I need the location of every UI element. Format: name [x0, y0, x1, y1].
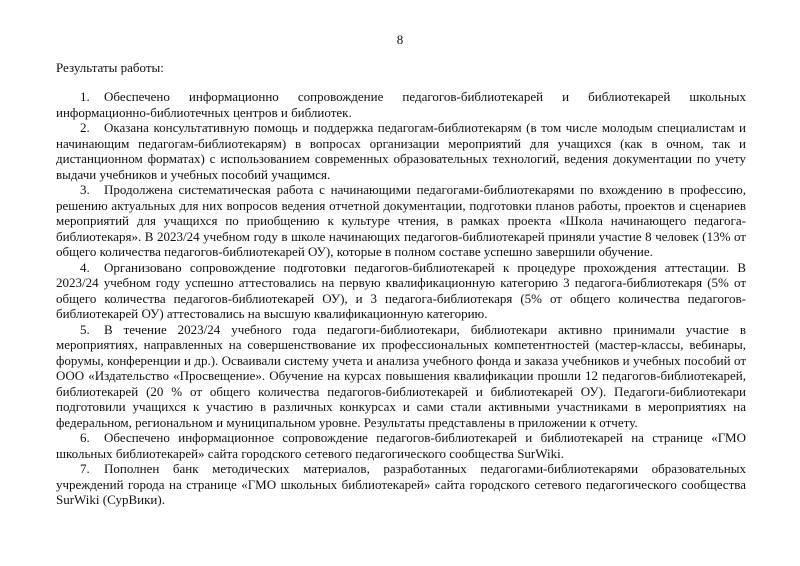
item-text: Обеспечено информационно сопровождение педагогов-библиотекарей и библиотекарей школьных информационно-библиотечных центров и библиотек. [56, 89, 746, 120]
item-text: Оказана консультативную помощь и поддержка педагогам-библиотекарям (в том числе молодым специалистам и начинающим педагогам-библиотекарям) в вопросах организации мероприятий для учащихся (как в очном, так и дистанционном форматах) с использованием современных образовательных технологий, ведения документации по учету выдачи учебников и учебных пособий учащимся. [56, 120, 746, 182]
item-text: Организовано сопровождение подготовки педагогов-библиотекарей к процедуре прохождения аттестации. В 2023/24 учебном году успешно аттестовались на первую квалификационную категорию 3 педагога-библиотекаря (5% от общего количества педагогов-библиотекарей ОУ), и 3 педагога-библиотекаря (5% от общего количества педагогов-библиотекарей ОУ) аттестовались на высшую квалификационную категорию. [56, 259, 746, 321]
item-text: Пополнен банк методических материалов, разработанных педагогами-библиотекарями образовательных учреждений города на странице «ГМО школьных библиотекарей» сайта городского сетевого педагогического сообщества SurWiki (СурВики). [56, 461, 746, 507]
item-number: 2. [80, 120, 90, 135]
item-number: 3. [80, 182, 90, 197]
list-item [56, 260, 746, 322]
list-item [56, 461, 746, 508]
page-number: 8 [396, 32, 404, 47]
item-number: 5. [80, 321, 90, 337]
item-number: 7. [80, 461, 90, 476]
item-text: Обеспечено информационное сопровождение педагогов-библиотекарей и библиотекарей на странице «ГМО школьных библиотекарей» сайта городского сетевого педагогического сообщества SurWiki. [56, 430, 746, 461]
item-text: Продолжена систематическая работа с начинающими педагогами-библиотекарями по вхождению в профессию, решению актуальных для них вопросов ведения отчетной документации, подготовки планов работы, проектов и сценариев мероприятий для учащихся по приобщению к культуре чтения, в рамках проекта «Школа начинающего педагога-библиотекаря». В 2023/24 учебном году в школе начинающих педагогов-библиотекарей приняли участие 8 человек (13% от общего количества педагогов-библиотекарей ОУ), которые в полном составе успешно завершили обучение. [56, 182, 746, 259]
list-item [56, 322, 746, 431]
item-number: 4. [80, 259, 90, 275]
list-item [56, 430, 746, 461]
results-list [56, 89, 746, 508]
item-text: В течение 2023/24 учебного года педагоги-библиотекари, библиотекари активно принимали участие в мероприятиях, направленных на совершенствование их профессиональных компетентностей (мастер-классы, вебинары, форумы, конференции и др.). Осваивали систему учета и анализа учебного фонда и заказа учебников и учебных пособий от ООО «Издательство «Просвещение». Обучение на курсах повышения квалификации прошли 12 педагогов-библиотекарей, библиотекарей (20 % от общего количества педагогов-библиотекарей и библиотекарей ОУ). Педагоги-библиотекари подготовили учащихся к участию в различных конкурсах и сами стали активными участниками в мероприятиях на федеральном, региональном и муниципальном уровне. Результаты представлены в приложении к отчету. [56, 321, 746, 430]
list-item [56, 182, 746, 260]
item-number: 6. [80, 430, 90, 445]
list-item [56, 89, 746, 120]
item-number: 1. [80, 89, 90, 104]
section-heading: Результаты работы: [56, 60, 164, 75]
list-item [56, 120, 746, 182]
